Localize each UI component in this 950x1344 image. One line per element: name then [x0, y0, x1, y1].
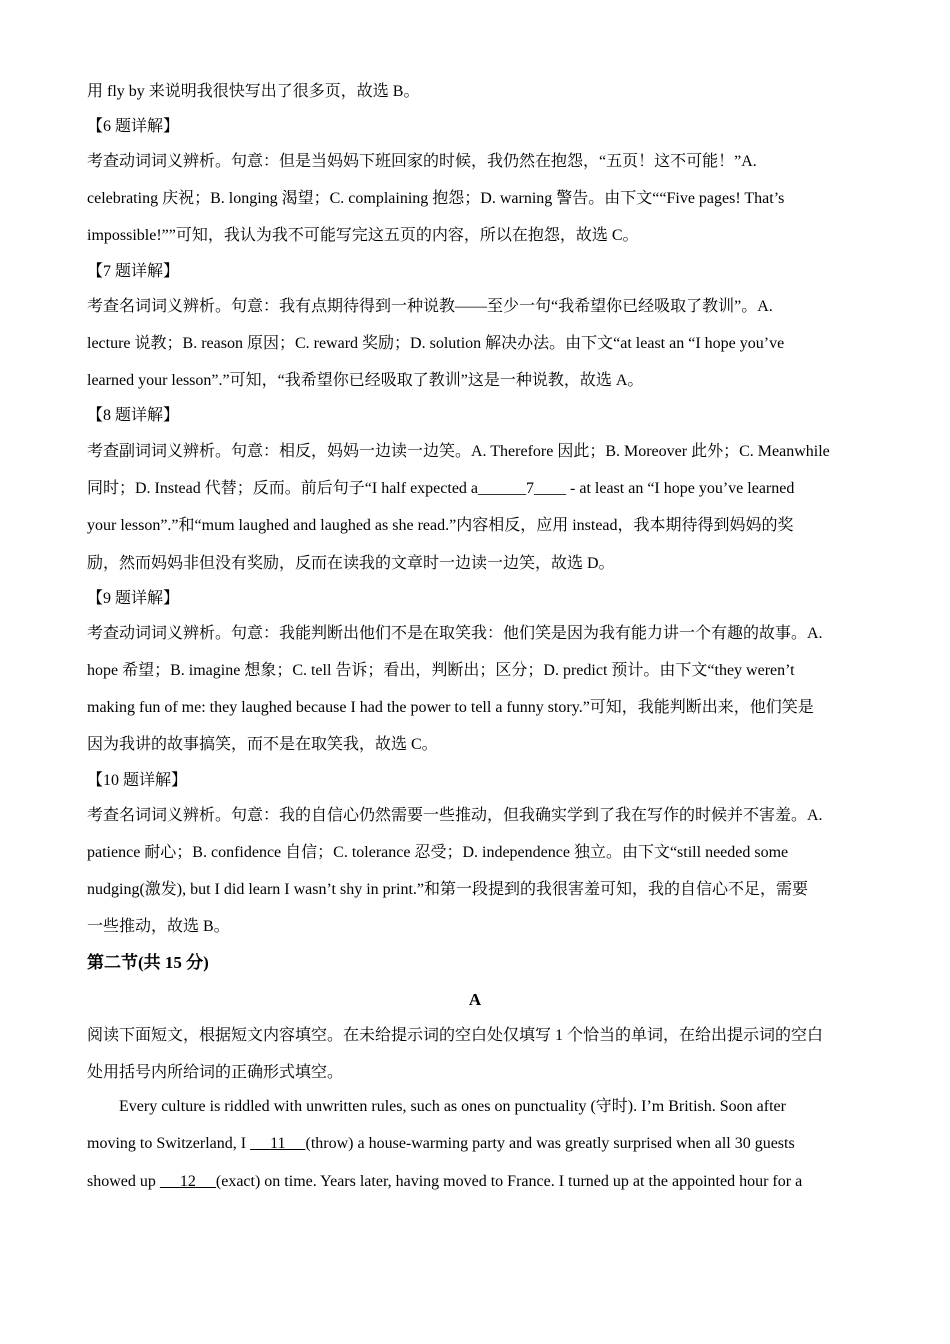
passage-text: (exact) on time. Years later, having moved to France. I turned up at the appointed hour for a	[215, 1173, 803, 1190]
text-line: making fun of me: they laughed because I had the power to tell a funny story.”可知，我能判断出来，他们笑是	[87, 699, 814, 716]
blank-number: 11	[270, 1135, 286, 1152]
text-line: 励，然而妈妈非但没有奖励，反而在读我的文章时一边读一边笑，故选 D。	[87, 555, 615, 572]
question-8-heading: 【8 题详解】	[87, 407, 180, 424]
text-line: learned your lesson”.”可知，“我希望你已经吸取了教训”这是一种说教，故选 A。	[87, 372, 644, 389]
blank-number: 12	[179, 1173, 196, 1190]
passage-text: showed up	[87, 1173, 160, 1190]
passage-line	[87, 1172, 802, 1192]
text-line: lecture 说教；B. reason 原因；C. reward 奖励；D. solution 解决办法。由下文“at least an “I hope you’ve	[87, 335, 785, 352]
question-6-heading: 【6 题详解】	[87, 118, 180, 135]
text-line: celebrating 庆祝；B. longing 渴望；C. complaining 抱怨；D. warning 警告。由下文““Five pages! That’s	[87, 190, 785, 207]
text-line: 考查名词词义辨析。句意：我有点期待得到一种说教——至少一句“我希望你已经吸取了教训”。A.	[87, 298, 773, 315]
question-9-heading: 【9 题详解】	[87, 590, 180, 607]
passage-label: A	[468, 990, 482, 1009]
text-line: 用 fly by 来说明我很快写出了很多页，故选 B。	[87, 83, 420, 100]
section-title: 第二节(共 15 分)	[87, 953, 209, 972]
text-line: 一些推动，故选 B。	[87, 918, 230, 935]
question-10-heading: 【10 题详解】	[87, 772, 188, 789]
text-line: your lesson”.”和“mum laughed and laughed as she read.”内容相反，应用 instead，我本期待得到妈妈的奖	[87, 517, 794, 534]
instructions-line: 阅读下面短文，根据短文内容填空。在未给提示词的空白处仅填写 1 个恰当的单词，在给出提示词的空白	[87, 1027, 824, 1044]
text-line: 因为我讲的故事搞笑，而不是在取笑我，故选 C。	[87, 736, 438, 753]
text-line: nudging(激发), but I did learn I wasn’t shy in print.”和第一段提到的我很害羞可知，我的自信心不足，需要	[87, 881, 808, 898]
passage-text: (throw) a house-warming party and was greatly surprised when all 30 guests	[305, 1135, 795, 1152]
text-line: 考查副词词义辨析。句意：相反，妈妈一边读一边笑。A. Therefore 因此；B. Moreover 此外；C. Meanwhile	[87, 443, 830, 460]
passage-text: moving to Switzerland, I	[87, 1135, 251, 1152]
text-line: 同时；D. Instead 代替；反而。前后句子“I half expected a______7____ - at least an “I hope you’ve learned	[87, 480, 795, 497]
text-line: 考查动词词义辨析。句意：但是当妈妈下班回家的时候，我仍然在抱怨，“五页！这不可能！”A.	[87, 153, 757, 170]
text-line: hope 希望；B. imagine 想象；C. tell 告诉；看出，判断出；区分；D. predict 预计。由下文“they weren’t	[87, 662, 795, 679]
text-line: 考查名词词义辨析。句意：我的自信心仍然需要一些推动，但我确实学到了我在写作的时候并不害羞。A.	[87, 807, 823, 824]
passage-line	[87, 1134, 795, 1154]
instructions-line: 处用括号内所给词的正确形式填空。	[87, 1064, 344, 1081]
question-7-heading: 【7 题详解】	[87, 263, 180, 280]
text-line: impossible!””可知，我认为我不可能写完这五页的内容，所以在抱怨，故选 C。	[87, 227, 639, 244]
blank-11	[250, 1135, 305, 1152]
blank-12	[160, 1173, 216, 1190]
text-line: patience 耐心；B. confidence 自信；C. tolerance 忍受；D. independence 独立。由下文“still needed some	[87, 844, 789, 861]
text-line: 考查动词词义辨析。句意：我能判断出他们不是在取笑我：他们笑是因为我有能力讲一个有趣的故事。A.	[87, 625, 823, 642]
passage-line: Every culture is riddled with unwritten rules, such as ones on punctuality (守时). I’m British. Soon after	[119, 1098, 786, 1115]
